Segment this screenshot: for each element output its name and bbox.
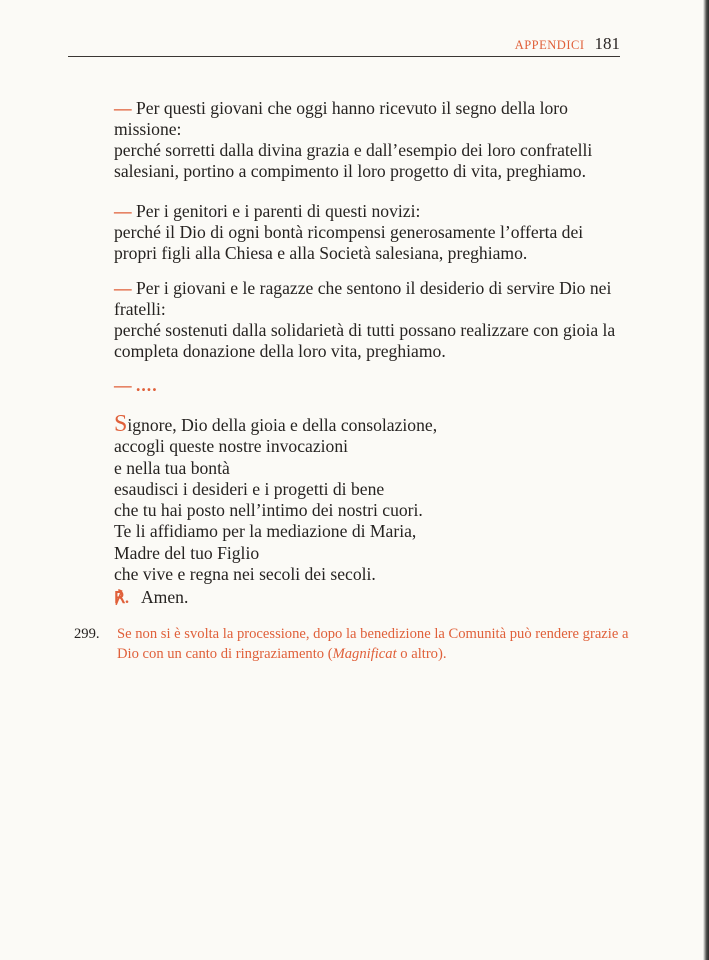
intercession-dash: — [114, 278, 132, 298]
intercession-dash: — [114, 375, 132, 395]
prayer-line: che tu hai posto nell’intimo dei nostri cuori. [114, 500, 423, 521]
rubric-number: 299. [74, 626, 100, 642]
intercession-lead: Per i giovani e le ragazze che sentono il desiderio di servire Dio nei fratelli: [114, 278, 612, 319]
intercession-body: perché sorretti dalla divina grazia e dall’esempio dei loro confratelli salesiani, portino a compimento il loro progetto di vita, preghiamo. [114, 140, 593, 181]
prayer-line: e nella tua bontà [114, 457, 230, 478]
intercession-1 [114, 98, 622, 182]
intercession-2 [114, 201, 622, 264]
response-text: Amen. [140, 587, 189, 607]
intercession-body: perché sostenuti dalla solidarietà di tutti possano realizzare con gioia la completa donazione della loro vita, preghiamo. [114, 320, 616, 361]
prayer-line: Madre del tuo Figlio [114, 542, 260, 563]
intercession-ellipsis: .... [136, 375, 158, 395]
intercession-body: perché il Dio di ogni bontà ricompensi generosamente l’offerta dei propri figli alla Chiesa e alla Società salesiana, preghiamo. [114, 222, 584, 263]
response-symbol: ℟. [114, 590, 129, 607]
intercession-dash: — [114, 201, 132, 221]
rubric-italic: Magnificat [332, 645, 397, 662]
header-rule [68, 56, 620, 57]
intercession-lead: Per questi giovani che oggi hanno ricevuto il segno della loro missione: [114, 98, 568, 139]
intercession-3 [114, 278, 622, 362]
rubric-note [74, 625, 634, 664]
intercession-dash: — [114, 98, 132, 118]
prayer-line: esaudisci i desideri e i progetti di bene [114, 478, 385, 499]
running-head: APPENDICI [514, 38, 585, 52]
open-intercession [114, 375, 622, 396]
page-edge [703, 0, 709, 960]
page-number: 181 [594, 34, 620, 53]
prayer-line: Te li affidiamo per la mediazione di Maria, [114, 521, 417, 542]
prayer-line: Signore, Dio della gioia e della consolazione, [114, 411, 438, 437]
closing-prayer [114, 411, 622, 585]
response [114, 587, 188, 608]
prayer-initial: S [114, 411, 128, 437]
page-header [515, 34, 620, 54]
prayer-line: che vive e regna nei secoli dei secoli. [114, 564, 376, 585]
rubric-text: Se non si è svolta la processione, dopo la benedizione la Comunità può rendere grazie a Dio con un canto di ringraziamento (Magnificat o altro). [117, 626, 629, 662]
intercession-lead: Per i genitori e i parenti di questi novizi: [136, 201, 421, 221]
prayer-line: accogli queste nostre invocazioni [114, 436, 349, 457]
